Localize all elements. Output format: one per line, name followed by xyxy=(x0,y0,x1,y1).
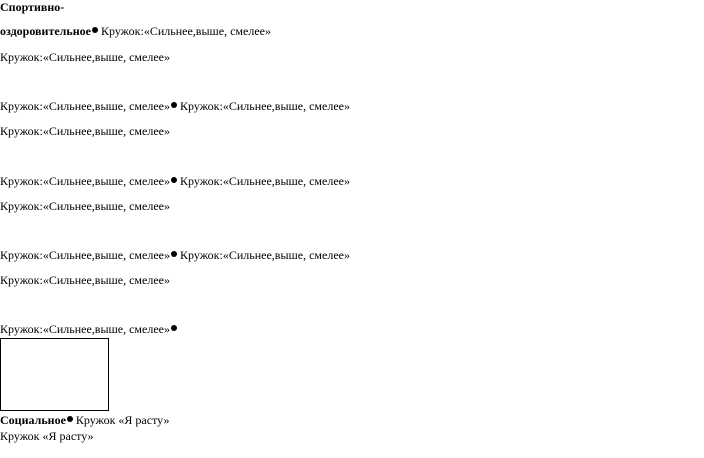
club-name: Кружок:«Сильнее,выше, смелее» xyxy=(0,322,170,336)
bullet-icon xyxy=(171,102,177,108)
club-name: Кружок «Я расту» xyxy=(75,413,170,427)
club-name: Кружок:«Сильнее,выше, смелее» xyxy=(0,50,170,64)
empty-frame xyxy=(0,338,109,411)
club-name: Кружок:«Сильнее,выше, смелее» xyxy=(0,99,170,113)
section-heading-health: оздоровительное xyxy=(0,24,91,38)
club-name: Кружок:«Сильнее,выше, смелее» xyxy=(0,273,170,287)
bullet-icon xyxy=(171,177,177,183)
section-heading-sport: Спортивно- xyxy=(0,0,65,14)
bullet-icon xyxy=(171,325,177,331)
text-row xyxy=(0,174,350,188)
club-name: Кружок:«Сильнее,выше, смелее» xyxy=(180,174,350,188)
club-name: Кружок:«Сильнее,выше, смелее» xyxy=(100,24,271,38)
text-row xyxy=(0,413,169,427)
club-name: Кружок «Я расту» xyxy=(0,429,94,443)
bullet-icon xyxy=(67,416,73,422)
club-name: Кружок:«Сильнее,выше, смелее» xyxy=(0,124,170,138)
text-row xyxy=(0,248,350,262)
bullet-icon xyxy=(92,27,98,33)
club-name: Кружок:«Сильнее,выше, смелее» xyxy=(0,174,170,188)
text-row xyxy=(0,322,180,336)
club-name: Кружок:«Сильнее,выше, смелее» xyxy=(180,248,350,262)
section-heading-social: Социальное xyxy=(0,413,66,427)
club-name: Кружок:«Сильнее,выше, смелее» xyxy=(0,248,170,262)
text-row xyxy=(0,24,271,38)
bullet-icon xyxy=(171,251,177,257)
club-name: Кружок:«Сильнее,выше, смелее» xyxy=(180,99,350,113)
text-row xyxy=(0,99,350,113)
club-name: Кружок:«Сильнее,выше, смелее» xyxy=(0,199,170,213)
